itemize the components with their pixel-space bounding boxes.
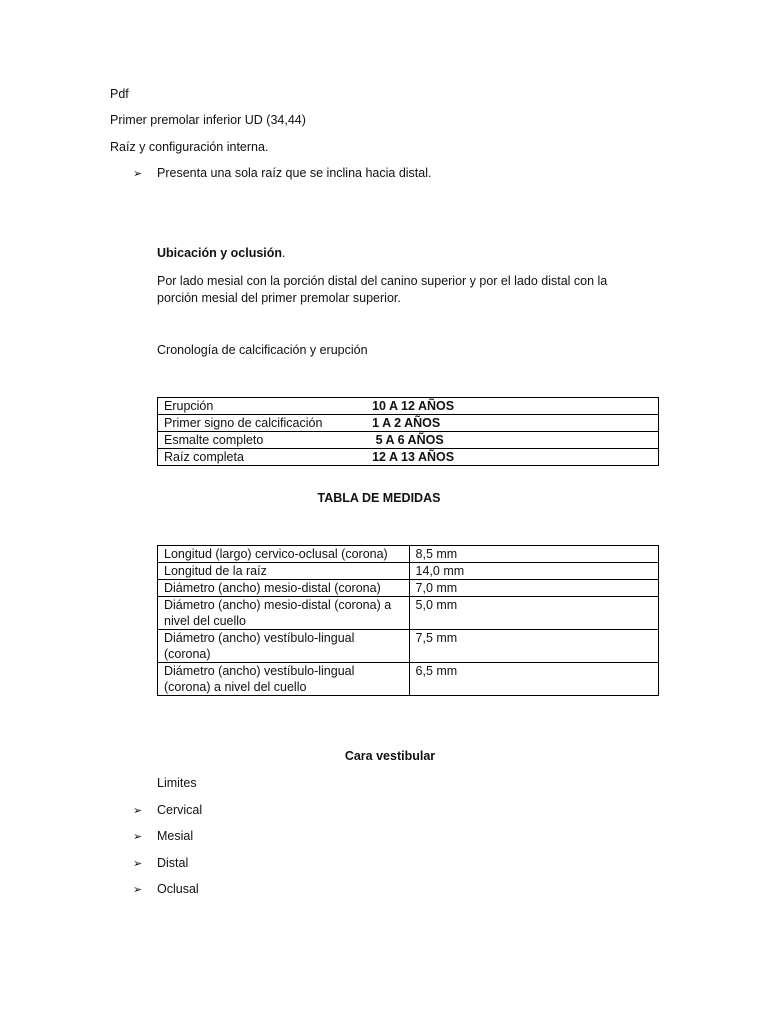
bullet-item: Presenta una sola raíz que se inclina hacia distal. [157, 166, 432, 180]
section-title-medidas: TABLA DE MEDIDAS [317, 491, 441, 505]
table-row [158, 630, 659, 663]
table-cell-value: 1 A 2 AÑOS [366, 415, 658, 432]
table-cell-value: 7,0 mm [409, 580, 658, 597]
table-row [158, 398, 659, 415]
table-row [158, 432, 659, 449]
table-cell-value: 6,5 mm [409, 663, 658, 696]
table-cell-value: 5,0 mm [409, 597, 658, 630]
table-cell-label: Longitud (largo) cervico-oclusal (corona) [158, 546, 410, 563]
table-cell-value: 10 A 12 AÑOS [366, 398, 658, 415]
arrow-bullet-icon: ➢ [133, 884, 143, 896]
section-title-cara-vestibular: Cara vestibular [344, 749, 436, 763]
table-cell-label: Raíz completa [158, 449, 367, 466]
ubicacion-title-text: Ubicación y oclusión [157, 246, 283, 260]
arrow-bullet-icon: ➢ [133, 858, 143, 870]
list-item: Oclusal [157, 882, 199, 896]
table-cell-label: Diámetro (ancho) mesio-distal (corona) [158, 580, 410, 597]
table-row [158, 597, 659, 630]
cronologia-table [157, 397, 659, 466]
table-row [158, 580, 659, 597]
doc-label-pdf: Pdf [110, 87, 129, 101]
doc-subject-title: Primer premolar inferior UD (34,44) [110, 113, 306, 127]
table-row [158, 449, 659, 466]
medidas-table [157, 545, 659, 696]
table-row [158, 546, 659, 563]
table-cell-label: Diámetro (ancho) vestíbulo-lingual (corona) a nivel del cuello [158, 663, 410, 696]
table-cell-label: Diámetro (ancho) vestíbulo-lingual (corona) [158, 630, 410, 663]
arrow-bullet-icon: ➢ [133, 168, 143, 180]
list-item: Cervical [157, 803, 203, 817]
table-cell-value: 8,5 mm [409, 546, 658, 563]
table-row [158, 563, 659, 580]
table-cell-label: Primer signo de calcificación [158, 415, 367, 432]
table-cell-label: Diámetro (ancho) mesio-distal (corona) a nivel del cuello [158, 597, 410, 630]
list-item: Mesial [157, 829, 194, 843]
table-cell-value: 7,5 mm [409, 630, 658, 663]
limites-label: Limites [157, 776, 197, 790]
ubicacion-title-period: . [282, 246, 286, 260]
table-cell-label: Erupción [158, 398, 367, 415]
section-title-ubicacion [157, 246, 286, 260]
table-cell-label: Esmalte completo [158, 432, 367, 449]
section-title-cronologia: Cronología de calcificación y erupción [157, 343, 368, 357]
table-cell-value: 12 A 13 AÑOS [366, 449, 658, 466]
arrow-bullet-icon: ➢ [133, 831, 143, 843]
list-item: Distal [157, 856, 189, 870]
table-cell-label: Longitud de la raíz [158, 563, 410, 580]
ubicacion-paragraph: Por lado mesial con la porción distal del canino superior y por el lado distal con la porción mesial del primer premolar superior. [157, 274, 608, 305]
section-title-raiz: Raíz y configuración interna. [110, 140, 269, 154]
table-row [158, 663, 659, 696]
table-row [158, 415, 659, 432]
table-cell-value: 5 A 6 AÑOS [366, 432, 658, 449]
table-cell-value: 14,0 mm [409, 563, 658, 580]
arrow-bullet-icon: ➢ [133, 805, 143, 817]
